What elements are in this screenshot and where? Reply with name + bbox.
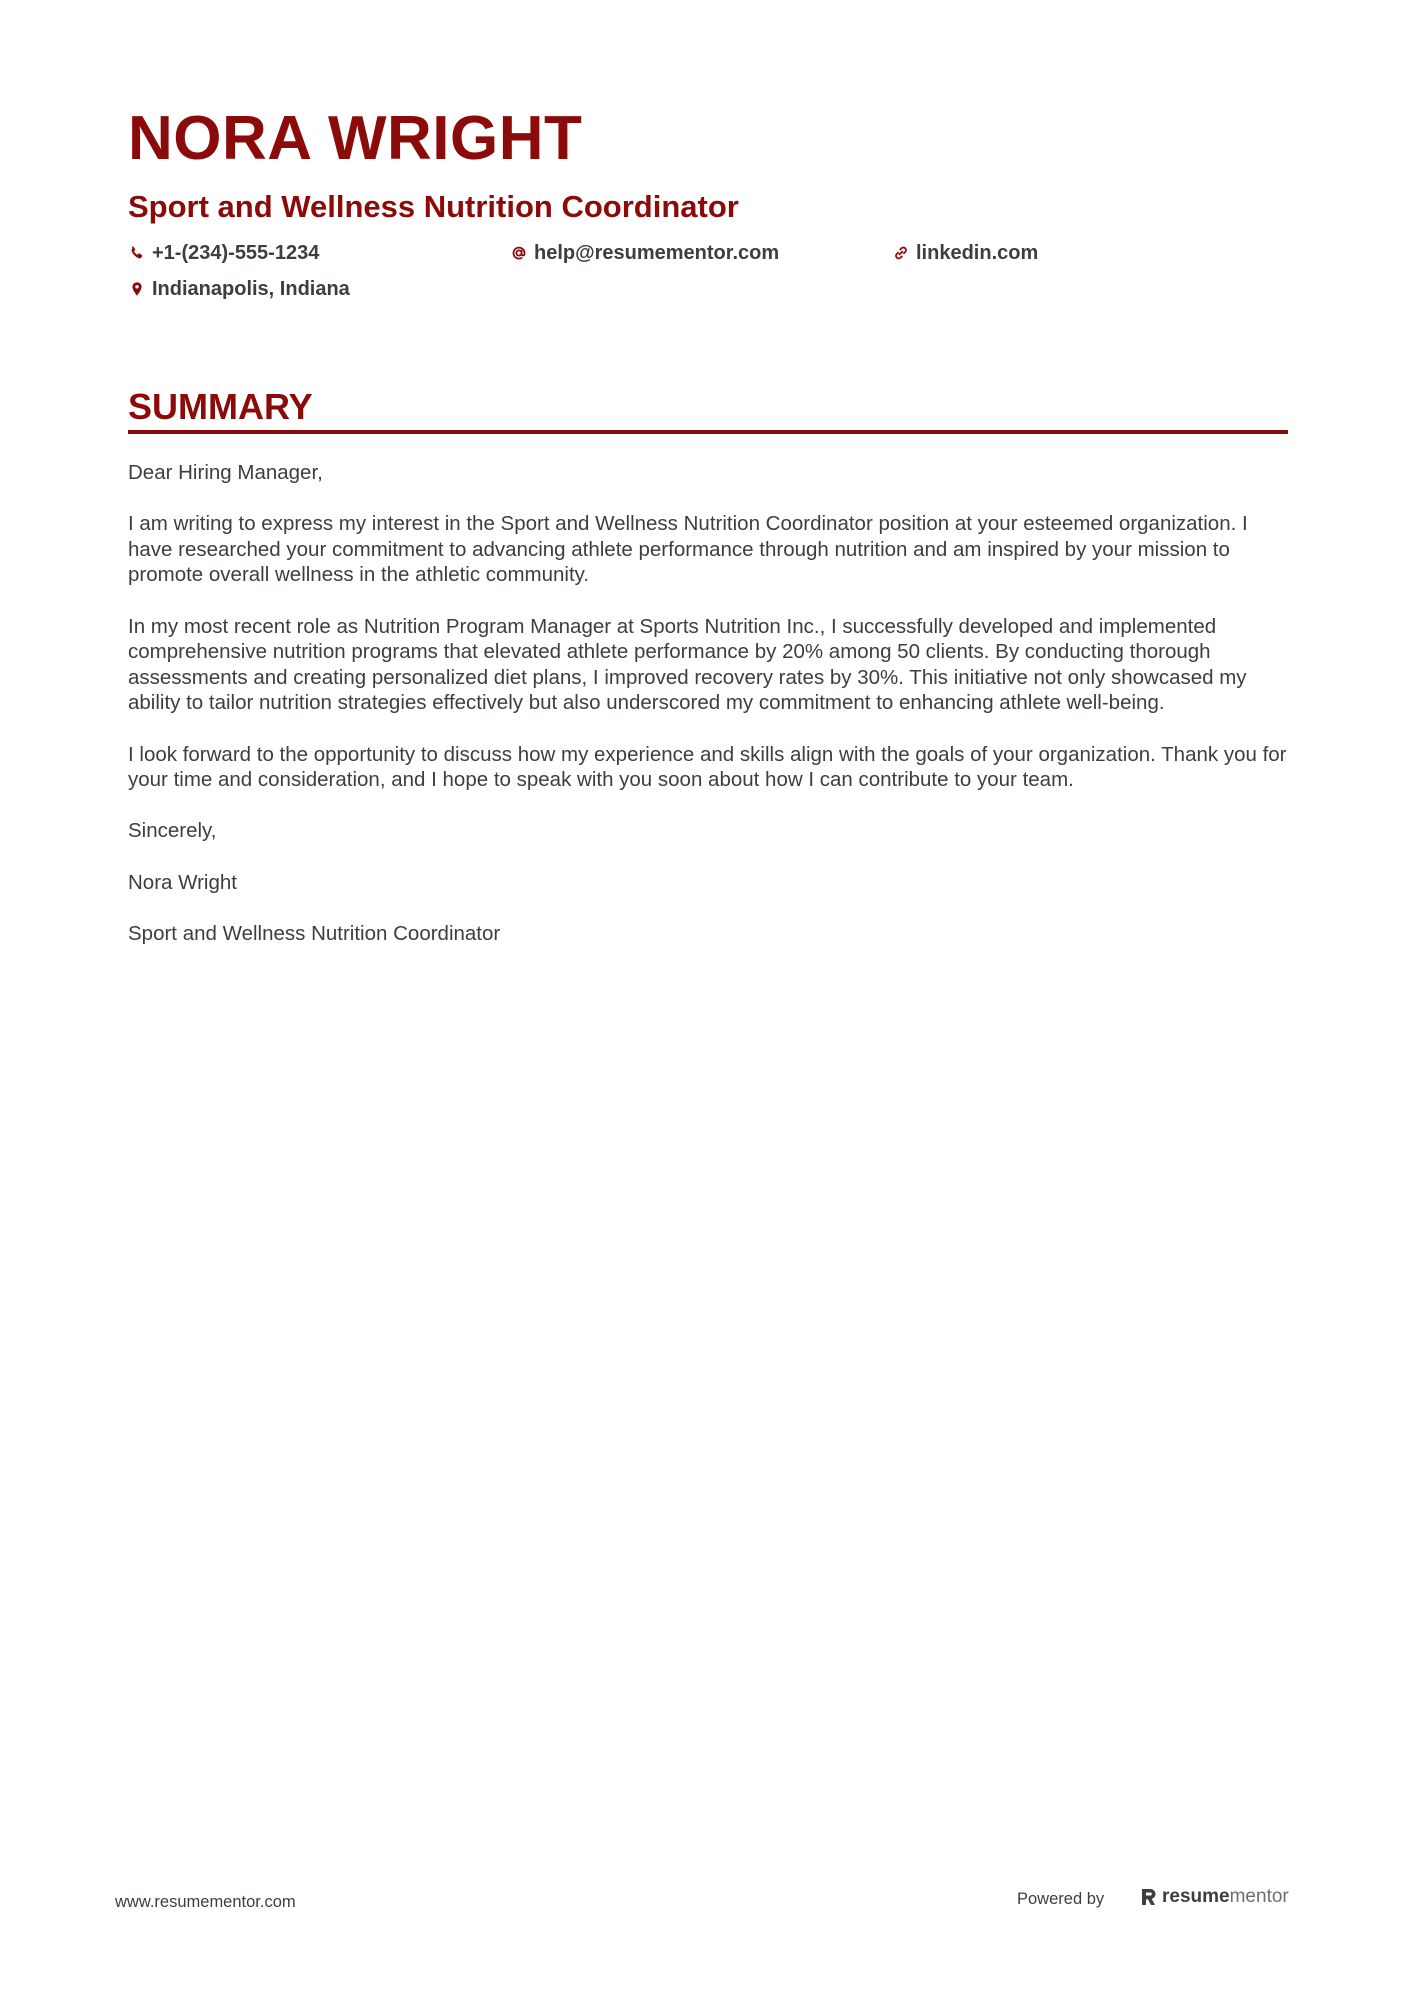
contact-phone	[128, 243, 319, 263]
contact-email-text[interactable]: help@resumementor.com	[534, 242, 780, 264]
footer-url[interactable]: www.resumementor.com	[115, 1893, 296, 1911]
letter-paragraph: I am writing to express my interest in the Sport and Wellness Nutrition Coordinator position at your esteemed organization. I have researched your commitment to advancing athlete performance through nutrition and am inspired by your mission to promote overall wellness in the athletic community.	[128, 512, 1248, 587]
contact-phone-text: +1-(234)-555-1234	[152, 242, 320, 264]
brand-logo[interactable]	[1140, 1886, 1289, 1908]
section-divider	[128, 430, 1288, 434]
map-pin-icon	[128, 280, 146, 298]
phone-icon	[128, 244, 146, 262]
contact-location-text: Indianapolis, Indiana	[152, 278, 350, 300]
at-sign-icon	[510, 244, 528, 262]
candidate-title: Sport and Wellness Nutrition Coordinator	[128, 189, 739, 224]
signature-name: Nora Wright	[128, 870, 237, 894]
signature-title: Sport and Wellness Nutrition Coordinator	[128, 921, 501, 945]
letter-body	[128, 460, 1293, 972]
brand-name-light: mentor	[1229, 1886, 1289, 1907]
brand-name-bold: resume	[1162, 1886, 1230, 1907]
letter-paragraph: In my most recent role as Nutrition Program Manager at Sports Nutrition Inc., I successfully developed and implemented comprehensive nutrition programs that elevated athlete performance by 20% among 50 clients. By conducting thorough assessments and creating personalized diet plans, I improved recovery rates by 30%. This initiative not only showcased my ability to tailor nutrition strategies effectively but also underscored my commitment to enhancing athlete well-being.	[128, 614, 1247, 715]
letter-paragraph: I look forward to the opportunity to discuss how my experience and skills align with the goals of your organization. Thank you for your time and consideration, and I hope to speak with you soon about how I can contribute to your team.	[128, 742, 1287, 792]
letter-greeting: Dear Hiring Manager,	[128, 461, 323, 484]
contact-linkedin	[892, 243, 1038, 263]
resumementor-logo-icon	[1140, 1887, 1158, 1907]
summary-heading: SUMMARY	[128, 386, 313, 427]
link-icon	[892, 244, 910, 262]
letter-closing: Sincerely,	[128, 819, 217, 843]
contact-location	[128, 279, 350, 299]
candidate-name: NORA WRIGHT	[128, 104, 583, 173]
powered-by-label: Powered by	[1017, 1890, 1105, 1908]
contact-email	[510, 243, 779, 263]
contact-linkedin-text[interactable]: linkedin.com	[916, 242, 1039, 264]
